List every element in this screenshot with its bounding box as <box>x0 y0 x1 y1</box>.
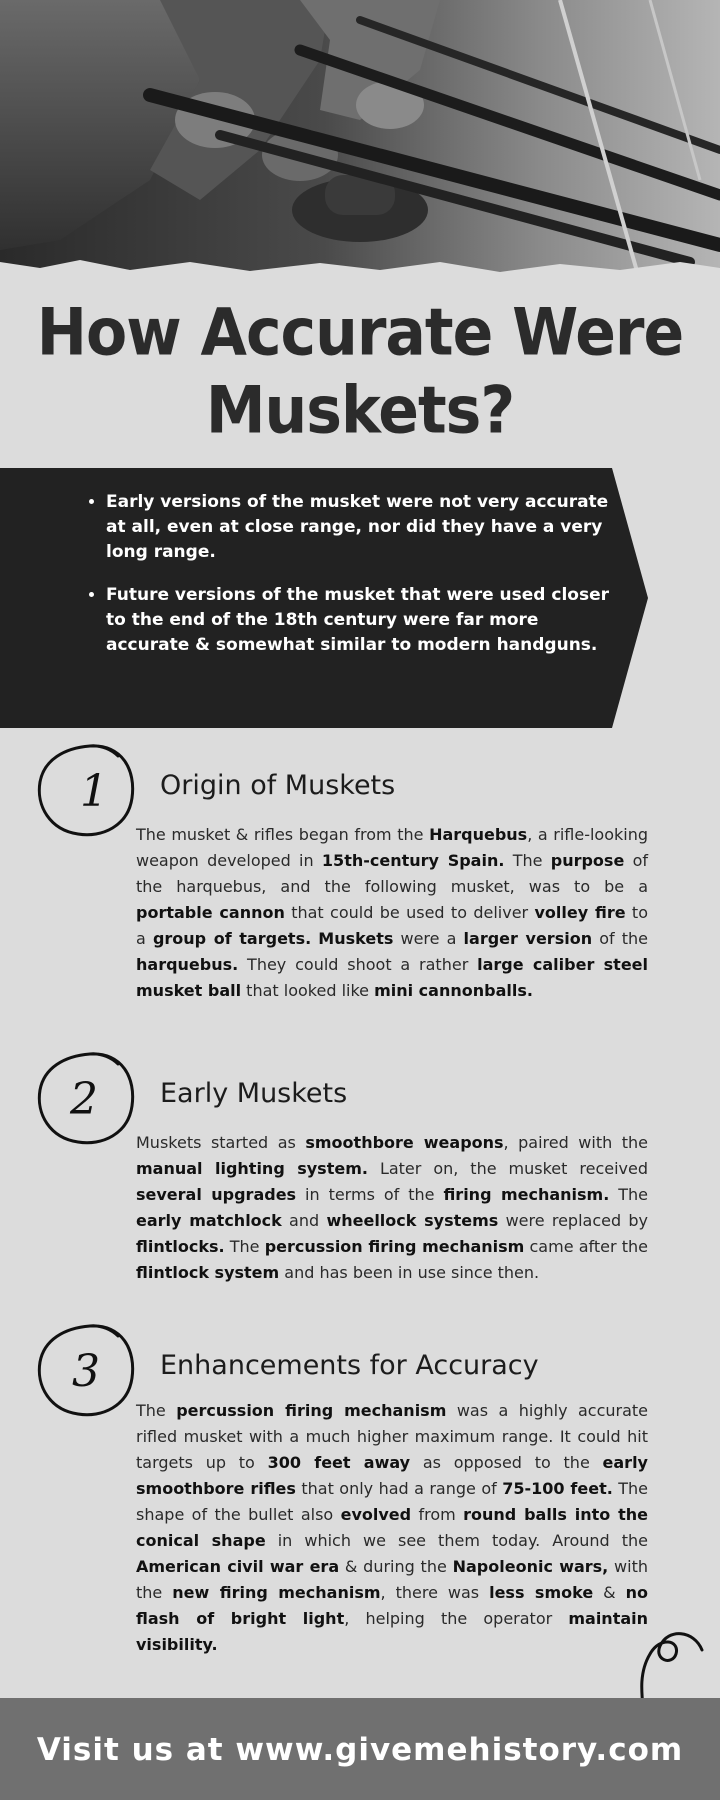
section-title: Origin of Muskets <box>160 770 396 801</box>
body-text-bold: smoothbore weapons <box>305 1133 504 1152</box>
body-text-bold: percussion firing mechanism <box>176 1401 447 1420</box>
body-text-bold: new firing mechanism <box>172 1583 381 1602</box>
number-circle-icon <box>32 1048 140 1148</box>
body-text-bold: larger version <box>463 929 593 948</box>
body-text: & <box>593 1583 626 1602</box>
body-text: The <box>136 1401 177 1420</box>
page-title <box>0 294 720 450</box>
body-text-bold: purpose <box>550 851 625 870</box>
body-text: and has been in use since then. <box>279 1263 540 1282</box>
body-text-bold: 75-100 feet. <box>502 1479 613 1498</box>
body-text: as opposed to the <box>410 1453 603 1472</box>
body-text: The <box>609 1185 649 1204</box>
body-text-bold: American civil war era <box>136 1557 340 1576</box>
body-text-bold: portable cannon <box>136 903 285 922</box>
summary-callout <box>0 468 720 728</box>
section-title: Enhancements for Accuracy <box>160 1350 539 1381</box>
body-text-bold: wheellock systems <box>326 1211 499 1230</box>
number-circle-icon <box>32 1320 140 1420</box>
body-text-bold: maintain visibility. <box>136 1609 649 1654</box>
soldiers-with-muskets-photo <box>0 0 720 282</box>
section-body <box>136 1130 648 1286</box>
section-number: 1 <box>80 766 108 817</box>
section-title: Early Muskets <box>160 1078 348 1109</box>
body-text-bold: flintlocks. <box>136 1237 225 1256</box>
body-text-bold: volley fire <box>534 903 626 922</box>
body-text-bold: round balls into the conical shape <box>136 1505 648 1550</box>
footer-bar <box>0 1698 720 1800</box>
body-text-bold: harquebus. <box>136 955 239 974</box>
body-text-bold: mini cannonballs. <box>374 981 533 1000</box>
body-text: The shape of the bullet also <box>136 1479 649 1524</box>
body-text-bold: several upgrades <box>136 1185 297 1204</box>
header-photo <box>0 0 720 282</box>
body-text-bold: early smoothbore rifles <box>136 1453 648 1498</box>
body-text-bold: less smoke <box>489 1583 594 1602</box>
body-text-bold: firing mechanism. <box>443 1185 610 1204</box>
body-text: & during the <box>339 1557 453 1576</box>
body-text: with the <box>136 1557 648 1602</box>
summary-bullet: • Future versions of the musket that were used closer to the end of the 18th century were far more accurate & somewhat similar to modern handguns. <box>106 583 626 658</box>
body-text-bold: Harquebus <box>429 825 528 844</box>
body-text: Later on, the musket received <box>367 1159 649 1178</box>
body-text-bold: manual lighting system. <box>136 1159 368 1178</box>
number-circle-icon <box>32 740 140 840</box>
body-text-bold: group of targets. <box>152 929 312 948</box>
title-line-2: Muskets? <box>205 373 515 449</box>
body-text: , a rifle-looking weapon developed in <box>136 825 649 870</box>
footer-link[interactable]: Visit us at www.givemehistory.com <box>36 1732 684 1768</box>
body-text: from <box>411 1505 464 1524</box>
section-number: 2 <box>70 1074 98 1125</box>
body-text: of the harquebus, and the following musket, was to be a <box>136 851 648 896</box>
section-number: 3 <box>72 1346 100 1397</box>
body-text: were a <box>393 929 464 948</box>
body-text: was a highly accurate rifled musket with a much higher maximum range. It could hit targets up to <box>136 1401 649 1472</box>
body-text: The musket & rifles began from the <box>136 825 430 844</box>
body-text-bold: 15th-century Spain. <box>321 851 505 870</box>
body-text: that only had a range of <box>295 1479 503 1498</box>
body-text: that looked like <box>241 981 375 1000</box>
section-body <box>136 1398 648 1658</box>
title-line-1: How Accurate Were <box>36 295 684 371</box>
body-text-bold: 300 feet away <box>267 1453 411 1472</box>
body-text-bold: percussion firing mechanism <box>264 1237 525 1256</box>
body-text: The <box>224 1237 265 1256</box>
body-text-bold: evolved <box>340 1505 412 1524</box>
summary-bullet: • Early versions of the musket were not very accurate at all, even at close range, nor did they have a very long range. <box>106 490 626 565</box>
body-text: , paired with the <box>503 1133 648 1152</box>
body-text: and <box>281 1211 327 1230</box>
summary-bullet-list <box>72 490 626 676</box>
body-text-bold: Muskets <box>318 929 394 948</box>
body-text: that could be used to deliver <box>284 903 535 922</box>
body-text-bold: flintlock system <box>136 1263 280 1282</box>
body-text: They could shoot a rather <box>238 955 478 974</box>
body-text: of the <box>592 929 649 948</box>
body-text: were replaced by <box>498 1211 649 1230</box>
body-text: in terms of the <box>296 1185 444 1204</box>
section-body <box>136 822 648 1004</box>
body-text-bold: no flash of bright light <box>136 1583 649 1628</box>
body-text-bold: large caliber steel musket ball <box>136 955 648 1000</box>
body-text-bold: Napoleonic wars, <box>452 1557 609 1576</box>
body-text: Muskets started as <box>136 1133 306 1152</box>
body-text: to a <box>136 903 648 948</box>
body-text: , helping the operator <box>344 1609 569 1628</box>
body-text: The <box>504 851 551 870</box>
body-text: in which we see them today. Around the <box>265 1531 648 1550</box>
body-text: , there was <box>380 1583 490 1602</box>
body-text: came after the <box>524 1237 648 1256</box>
body-text-bold: early matchlock <box>136 1211 282 1230</box>
